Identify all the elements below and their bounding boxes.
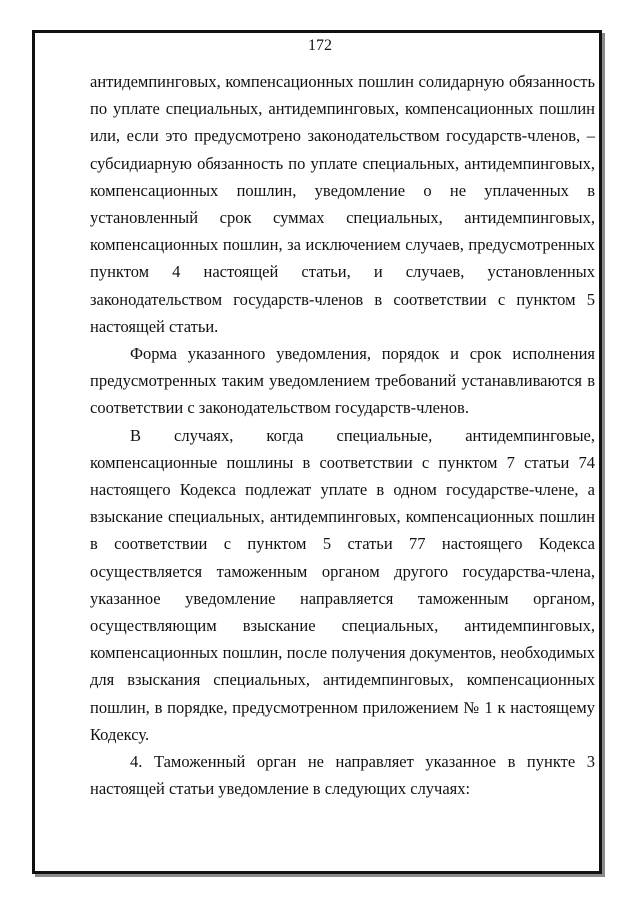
page-number: 172 <box>308 37 332 54</box>
paragraph-item-4: 4. Таможенный орган не направляет указанное в пункте 3 настоящей статьи уведомление в следующих случаях: <box>90 752 595 799</box>
document-body <box>90 68 595 802</box>
paragraph-continuation: антидемпинговых, компенсационных пошлин солидарную обязанность по уплате специальных, антидемпинговых, компенсационных пошлин или, если это предусмотрено законодательством государств-членов, – субсидиарную обязанность по уплате специальных, антидемпинговых, компенсационных пошлин, уведомление о не уплаченных в установленный срок суммах специальных, антидемпинговых, компенсационных пошлин, за исключением случаев, предусмотренных пунктом 4 настоящей статьи, и случаев, установленных законодательством государств-членов в соответствии с пунктом 5 настоящей статьи. <box>90 72 595 336</box>
paragraph-notice-form: Форма указанного уведомления, порядок и срок исполнения предусмотренных таким уведомлением требований устанавливаются в соответствии с законодательством государств-членов. <box>90 344 595 418</box>
paragraph-other-member-state: В случаях, когда специальные, антидемпинговые, компенсационные пошлины в соответствии с пунктом 7 статьи 74 настоящего Кодекса подлежат уплате в одном государстве-члене, а взыскание специальных, антидемпинговых, компенсационных пошлин в соответствии с пунктом 5 статьи 77 настоящего Кодекса осуществляется таможенным органом другого государства-члена, указанное уведомление направляется таможенным органом, осуществляющим взыскание специальных, антидемпинговых, компенсационных пошлин, после получения документов, необходимых для взыскания специальных, антидемпинговых, компенсационных пошлин, в порядке, предусмотренном приложением № 1 к настоящему Кодексу. <box>90 425 595 744</box>
